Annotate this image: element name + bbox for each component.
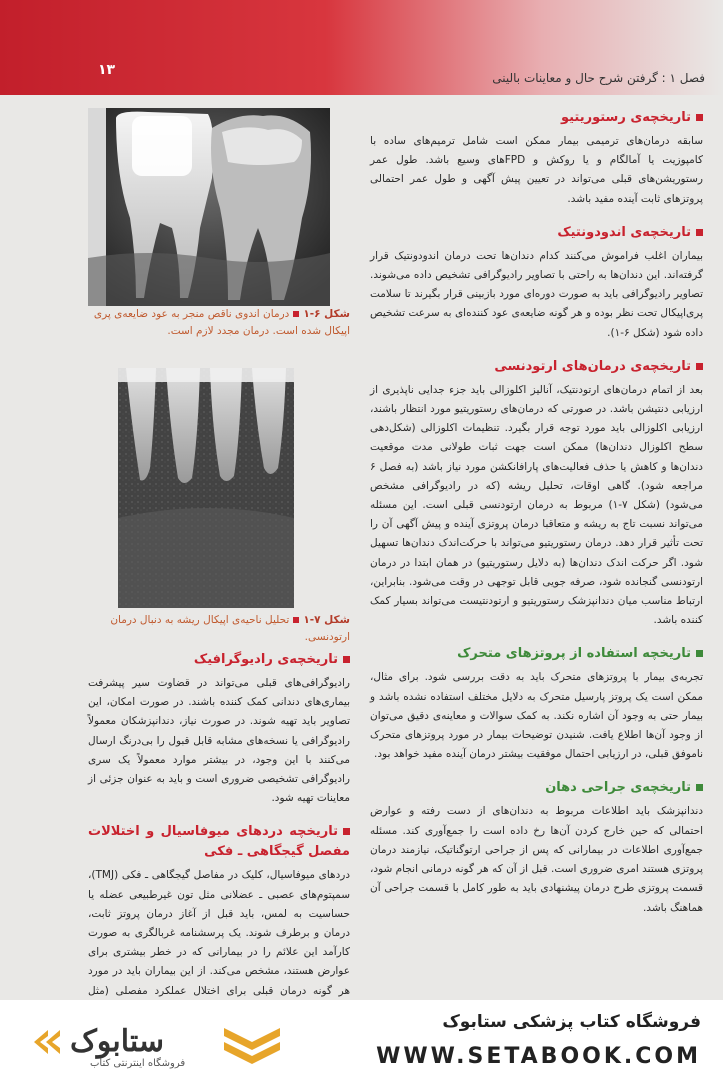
logo-chevron-icon bbox=[30, 1022, 70, 1062]
heading-bullet-icon bbox=[696, 650, 703, 657]
section-radiographic-history bbox=[88, 650, 350, 808]
heading-bullet-icon bbox=[696, 229, 703, 236]
section-oral-surgery-history bbox=[370, 778, 703, 917]
figure-6-caption-text: درمان اندوی ناقص منجر به عود ضایعه‌ی پری اپیکال شده است. درمان مجدد لازم است. bbox=[93, 308, 350, 337]
chapter-title: فصل ۱ : گرفتن شرح حال و معاینات بالینی bbox=[492, 71, 705, 85]
page-number: ۱۳ bbox=[98, 62, 116, 78]
heading-text: تاریخچه‌ی اندودونتیک bbox=[557, 224, 691, 240]
caption-bullet-icon bbox=[293, 617, 299, 623]
section-body: سابقه درمان‌های ترمیمی بیمار ممکن است شامل ترمیم‌های ساده با کامپوزیت یا آمالگام و یا روکش و FPDهای وسیع باشد. طول عمر رستوریشن‌های قبلی می‌تواند در تعیین پیش آگهی و طول عمر احتمالی پروتزهای ثابت آینده مفید باشد. bbox=[370, 135, 703, 205]
section-heading bbox=[88, 822, 350, 862]
shop-title: فروشگاه کتاب پزشکی ستابوک bbox=[442, 1012, 701, 1032]
section-body: تجربه‌ی بیمار با پروتزهای متحرک باید به دقت بررسی شود. برای مثال، ممکن است یک پروتز پارسیل متحرک به دلایل مختلف استفاده نشده باشد و بیمار حتی به وجود آن اشاره نکند. به کمک سوالات و معاینه‌ی دقیق می‌توان از وجود آن‌ها اطلاع یافت. شنیدن توضیحات بیمار در مورد پروتزهای متحرک ناموفق قبلی، در ارزیابی احتمال موفقیت بیشتر درمان آینده مفید خواهد بود. bbox=[370, 671, 703, 761]
shop-url-link[interactable]: WWW.SETABOOK.COM bbox=[376, 1044, 701, 1069]
section-body: رادیوگرافی‌های قبلی می‌تواند در قضاوت سیر پیشرفت بیماری‌های دندانی کمک کننده باشند. در صورت امکان، این تصاویر باید تهیه شوند. در صورت نیاز، دندانپزشکان معمولاً رادیوگرافی یا نسخه‌های مشابه قابل قبول را بی‌درنگ ارسال می‌کنند با این وجود، در بیشتر موارد معمولاً یک سری رادیوگرافی تشخیصی ضروری است و باید به عنوان جزئی از معاینات تهیه شود. bbox=[88, 677, 350, 805]
figure-root-resorption-radiograph bbox=[118, 368, 294, 608]
section-heading bbox=[370, 223, 703, 243]
figure-6-label: شکل ۶-۱ bbox=[303, 308, 350, 320]
root-radiograph-image bbox=[118, 368, 294, 608]
heading-bullet-icon bbox=[696, 363, 703, 370]
caption-bullet-icon bbox=[293, 311, 299, 317]
heading-text: تاریخچه استفاده از پروتزهای متحرک bbox=[457, 646, 691, 662]
heading-text: تاریخچه‌ی رادیوگرافیک bbox=[193, 652, 338, 667]
section-restorative-history bbox=[370, 108, 703, 209]
section-heading bbox=[370, 778, 703, 798]
footer-banner bbox=[0, 1000, 723, 1080]
tooth-radiograph-image bbox=[88, 108, 330, 306]
left-column bbox=[88, 650, 350, 1053]
logo-subtitle: فروشگاه اینترنتی کتاب bbox=[90, 1058, 186, 1069]
heading-bullet-icon bbox=[696, 784, 703, 791]
section-endodontic-history bbox=[370, 223, 703, 343]
figure-7-label: شکل ۷-۱ bbox=[303, 614, 350, 626]
heading-bullet-icon bbox=[343, 828, 350, 835]
heading-text: تاریخچه‌ی جراحی دهان bbox=[545, 780, 691, 796]
section-heading bbox=[370, 357, 703, 377]
setabook-logo[interactable] bbox=[30, 1008, 330, 1074]
heading-text: تاریخچه دردهای میوفاسیال و اختلالات مفصل گیجگاهی ـ فکی bbox=[88, 824, 350, 860]
book-stack-icon bbox=[220, 1016, 284, 1068]
section-orthodontic-history bbox=[370, 357, 703, 631]
section-removable-prosthesis-history bbox=[370, 644, 703, 764]
heading-bullet-icon bbox=[696, 114, 703, 121]
figure-7-caption-text: تحلیل ناحیه‌ی اپیکال ریشه به دنبال درمان ارتودنسی. bbox=[110, 614, 350, 643]
heading-bullet-icon bbox=[343, 656, 350, 663]
section-heading bbox=[88, 650, 350, 670]
figure-tooth-radiograph bbox=[88, 108, 330, 306]
logo-text: ستابوک bbox=[70, 1024, 165, 1059]
section-heading bbox=[370, 644, 703, 664]
section-body: دندانپزشک باید اطلاعات مربوط به دندان‌های از دست رفته و عوارض احتمالی که حین خارج کردن آن‌ها رخ داده است را جمع‌آوری کند. مسئله جمع‌آوری اطلاعات در بیمارانی که پس از جراحی ارتوگناتیک، نیازمند درمان پروتزی هستند امری ضروری است. قبل از آن که هر گونه درمانی انجام شود، قسمت پروتزی طرح درمان پیشنهادی باید به طور کامل با قسمت جراحی آن هماهنگ باشد. bbox=[370, 805, 703, 914]
section-body: دردهای میوفاسیال، کلیک در مفاصل گیجگاهی ـ فکی (TMJ)، سمپتوم‌های عصبی ـ عضلانی مثل تون غیرطبیعی عضله یا حساسیت به لمس، باید قبل از آغاز درمان پروتز ثابت، درمان و برطرف شوند. یک پرسشنامه غربالگری به صورت کارآمد این علائم را در بیمارانی که در خطر بیشتری برای عوارض هستند، مشخص می‌کند. از این بیماران باید در مورد هر گونه درمان قبلی برای اختلال عملکرد مفصلی (مثل bbox=[88, 869, 350, 997]
section-heading bbox=[370, 108, 703, 128]
right-column bbox=[370, 108, 703, 932]
heading-text: تاریخچه‌ی رستوریتیو bbox=[560, 110, 691, 125]
section-body: بعد از اتمام درمان‌های ارتودنتیک، آنالیز اکلوزالی باید جزء جدایی ناپذیری از ارزیابی دنتیشن باشد. در صورتی که درمان‌های رستوریتیو مورد انتظار باشند، ارزیابی اکلوزالی باید مورد توجه قرار بگیرد. تنظیمات اکلوزالی (شکل‌دهی سطح اکلوزال دندان‌ها) ممکن است جهت ثبات طولانی مدت موقعیت دندان‌ها و کاهش یا حذف فعالیت‌های پارافانکشن مورد نیاز باشد (به فصل ۶ مراجعه شود). گاهی اوقات، تحلیل ریشه (که در رادیوگرافی مشخص می‌شود) (شکل ۷-۱) مربوط به درمان ارتودنسی قبلی است. این مسئله می‌تواند نسبت تاج به ریشه و متعاقبا درمان پروتزی آینده و پیش آگهی آن را تحت تأثیر قرار دهد. درمان رستوریتیو می‌تواند با حرکت‌اندک دندان‌ها تسهیل شود. اگر حرکت اندک دندان‌ها (به دلایل رستوریتیو) در همان ابتدا در درمان ارتودنسی گنجانده شود، صرفه جویی قابل توجهی در وقت می‌شود. بنابراین، ارتباط مناسب میان دندانپزشک رستوریتیو و ارتودنتیست می‌تواند بسیار کمک کننده باشد. bbox=[370, 383, 703, 627]
figure-6-caption bbox=[88, 306, 350, 340]
section-body: بیماران اغلب فراموش می‌کنند کدام دندان‌ها تحت درمان اندودونتیک قرار گرفته‌اند. این دندان‌ها به راحتی با تصاویر رادیوگرافی تشخیص داده می‌شوند. تصاویر رادیوگرافی باید به صورت دوره‌ای مورد بازبینی قرار بگیرند تا سلامت پری‌اپیکال تحت نظر بوده و هر گونه ضایعه‌ی عود کننده‌ای به سرعت تشخیص داده شود (شکل ۶-۱). bbox=[370, 249, 703, 339]
heading-text: تاریخچه‌ی درمان‌های ارتودنسی bbox=[494, 358, 691, 374]
figure-7-caption bbox=[88, 612, 350, 646]
